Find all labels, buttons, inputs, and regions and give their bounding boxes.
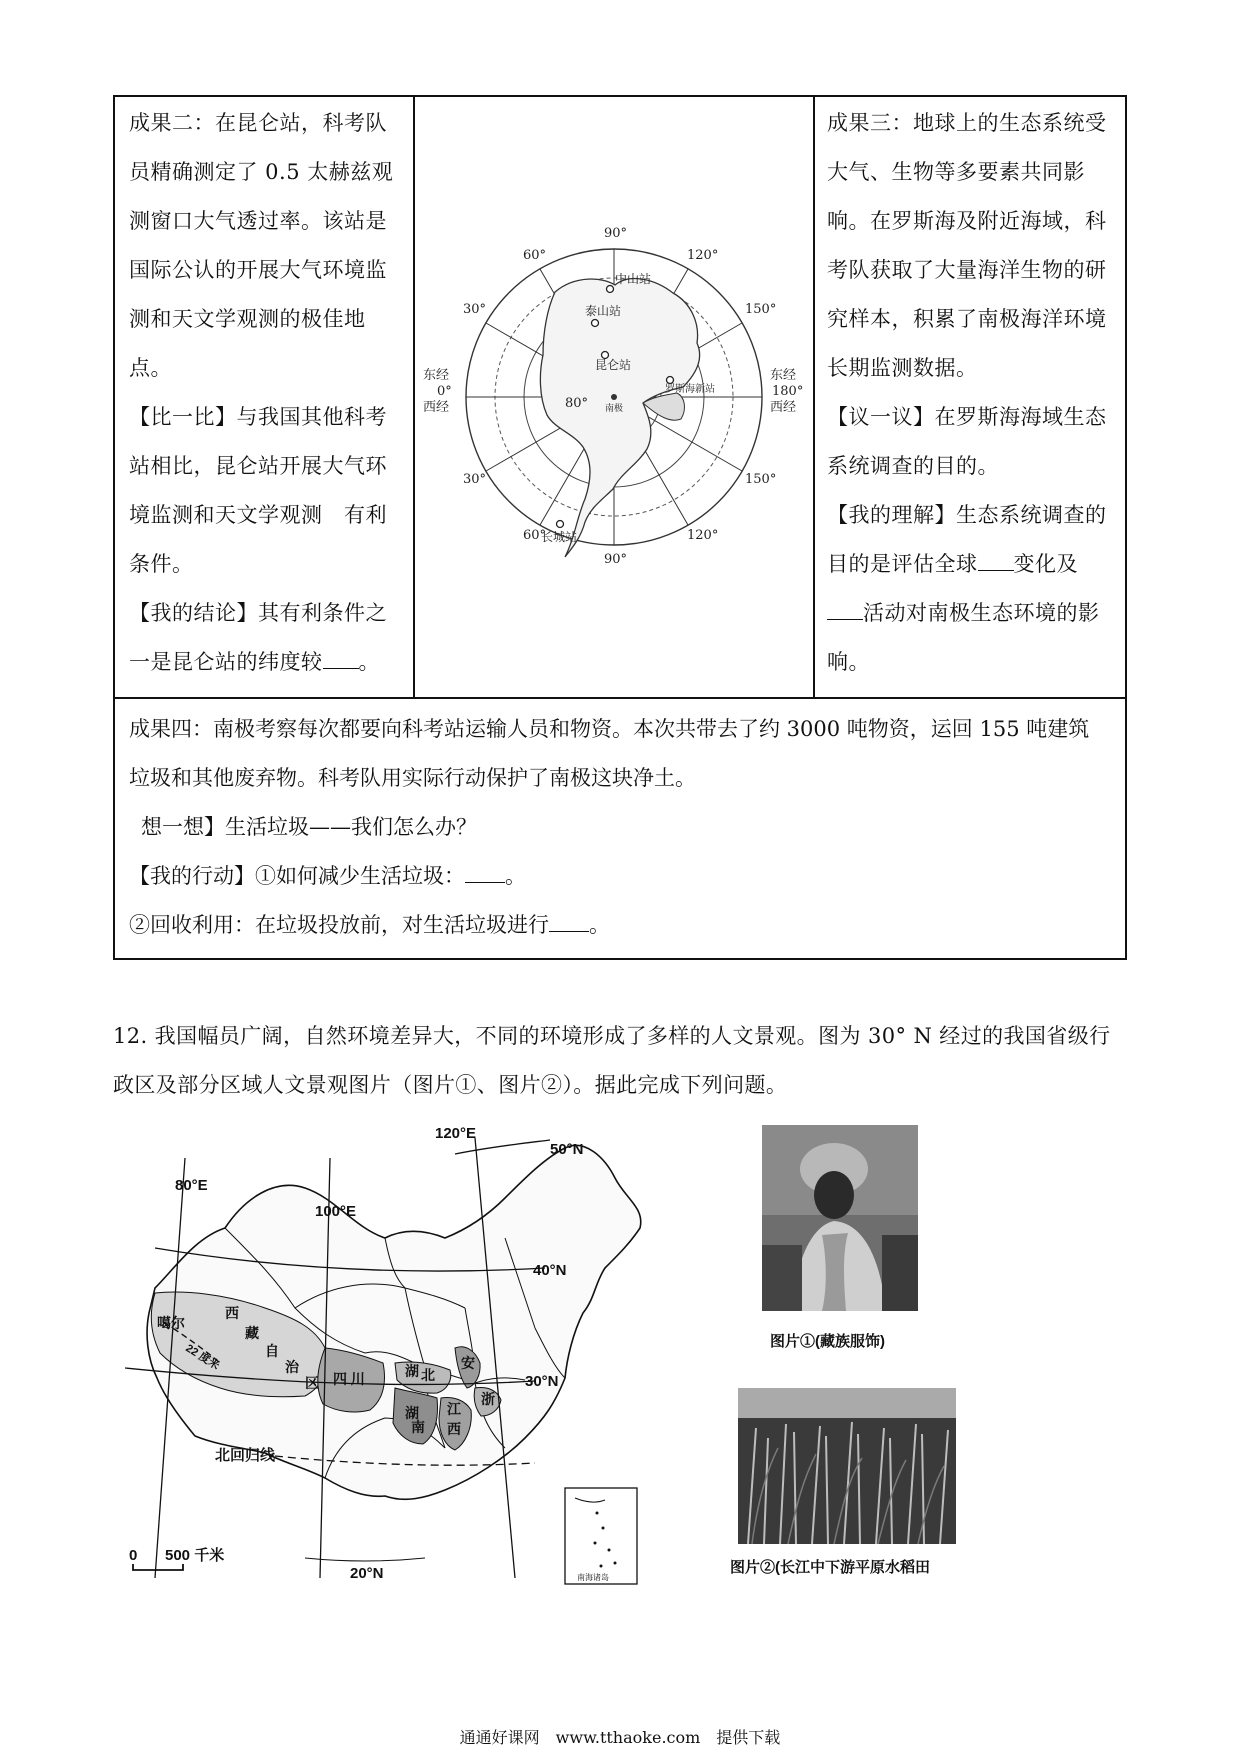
map-label-30-bottom: 30°: [463, 472, 487, 487]
province-label: 浙: [481, 1391, 495, 1407]
lat-label-50n: 50°N: [550, 1141, 584, 1158]
photo-rice-paddy: [738, 1388, 956, 1544]
question-line: 政区及部分区域人文景观图片（图片①、图片②）。据此完成下列问题。: [113, 1073, 788, 1097]
map-label-120-bottom: 120°: [687, 528, 719, 543]
result-two-line: 境监测和天文学观测 有利: [129, 503, 387, 527]
result-three-line: 长期监测数据。: [827, 356, 978, 380]
tropic-label: 北回归线: [215, 1447, 276, 1464]
map-right-east: 东经: [770, 368, 797, 383]
inset-label: 南海诸岛: [577, 1573, 609, 1582]
lon-label-120e: 120°E: [435, 1125, 477, 1142]
result-two-line: 员精确测定了 0.5 太赫兹观: [129, 160, 394, 184]
station-taishan: 泰山站: [585, 304, 622, 318]
result-four-line: 想一想】生活垃圾——我们怎么办？: [141, 815, 477, 839]
result-two-line: 测和天文学观测的极佳地: [129, 307, 366, 331]
province-label: 四 川: [333, 1371, 365, 1387]
result-three-line: 【我的理解】生态系统调查的: [827, 503, 1107, 527]
map-label-150-bottom: 150°: [745, 472, 777, 487]
map-right-west: 西经: [770, 400, 797, 415]
result-two-line: 【我的结论】其有利条件之: [129, 601, 387, 625]
result-two-line: 站相比，昆仑站开展大气环: [129, 454, 387, 478]
parallel-50n: [455, 1140, 550, 1154]
province-label: 湖: [405, 1363, 419, 1379]
question-line: 12. 我国幅员广阔，自然环境差异大，不同的环境形成了多样的人文景观。图为 30° N 经过的我国省级行: [113, 1024, 1111, 1048]
result-three-line: 究样本，积累了南极海洋环境: [827, 307, 1107, 331]
result-three-cell: [827, 99, 1117, 687]
province-label: 安: [461, 1355, 475, 1371]
province-label: 湖: [405, 1405, 419, 1421]
scale-label: 500 千米: [165, 1547, 225, 1564]
province-label: 自: [265, 1343, 279, 1359]
answer-blank[interactable]: [465, 862, 505, 883]
map-label-30-top: 30°: [463, 302, 487, 317]
answer-blank[interactable]: [827, 599, 863, 620]
map-right-180: 180°: [772, 384, 804, 399]
lon-label-80e: 80°E: [175, 1177, 208, 1194]
parallel-20n: [305, 1558, 425, 1561]
photo2-caption: 图片②(长江中下游平原水稻田: [730, 1559, 930, 1576]
result-three-line: 响。: [827, 650, 870, 674]
china-map: [125, 1118, 715, 1588]
result-two-line: 【比一比】与我国其他科考: [129, 405, 387, 429]
table-divider-2: [813, 97, 815, 697]
map-label-60-bottom: 60°: [523, 528, 547, 543]
result-two-cell: [129, 99, 409, 687]
province-label: 南: [411, 1419, 425, 1435]
lat-label-40n: 40°N: [533, 1262, 567, 1279]
province-label: 江: [447, 1401, 461, 1417]
answer-blank[interactable]: [323, 648, 359, 669]
result-three-line: 系统调查的目的。: [827, 454, 999, 478]
lat-label-30n: 30°N: [525, 1373, 559, 1390]
province-label: 藏: [245, 1325, 259, 1341]
map-label-120-top: 120°: [687, 248, 719, 263]
province-label: 西: [447, 1421, 461, 1437]
result-three-line: 目的是评估全球 变化及: [827, 552, 1078, 576]
station-great-wall: 长城站: [541, 530, 578, 544]
result-two-line: 国际公认的开展大气环境监: [129, 258, 387, 282]
result-four-line: ②回收利用：在垃圾投放前，对生活垃圾进行 。: [129, 913, 610, 937]
map-label-90-top: 90°: [604, 226, 628, 241]
station-kunlun: 昆仑站: [595, 358, 632, 372]
result-two-line: 成果二：在昆仑站，科考队: [129, 111, 387, 135]
result-three-line: 考队获取了大量海洋生物的研: [827, 258, 1107, 282]
map-inner-lat: 80°: [565, 396, 589, 411]
province-label: 噶尔: [157, 1315, 185, 1331]
lat-label-20n: 20°N: [350, 1565, 384, 1582]
result-three-line: 大气、生物等多要素共同影: [827, 160, 1085, 184]
result-three-line: 响。在罗斯海及附近海域，科: [827, 209, 1107, 233]
result-four-line: 垃圾和其他废弃物。科考队用实际行动保护了南极这块净土。: [129, 766, 696, 790]
result-four-line: 成果四：南极考察每次都要向科考站运输人员和物资。本次共带去了约 3000 吨物资，运回 155 吨建筑: [129, 717, 1090, 741]
province-label: 区: [305, 1375, 319, 1391]
result-two-line: 点。: [129, 356, 172, 380]
lon-label-100e: 100°E: [315, 1203, 357, 1220]
map-label-60-top: 60°: [523, 248, 547, 263]
map-label-150-top: 150°: [745, 302, 777, 317]
answer-blank[interactable]: [978, 550, 1014, 571]
result-four-cell: [129, 705, 1114, 950]
table-row-divider: [115, 697, 1125, 699]
station-zhongshan: 中山站: [615, 272, 652, 286]
province-label: 北: [421, 1367, 435, 1383]
station-ross-sea: 罗斯海新站: [665, 384, 715, 395]
answer-blank[interactable]: [549, 911, 589, 932]
map-pole-label: 南极: [605, 404, 624, 414]
page-footer: 通通好课网 www.tthaoke.com 提供下载: [459, 1728, 781, 1747]
map-label-90-bottom: 90°: [604, 552, 628, 567]
result-three-line: 【议一议】在罗斯海海域生态: [827, 405, 1107, 429]
result-two-line: 测窗口大气透过率。该站是: [129, 209, 387, 233]
result-three-line: 成果三：地球上的生态系统受: [827, 111, 1107, 135]
province-label: 治: [285, 1359, 299, 1375]
map-left-east: 东经: [423, 368, 450, 383]
results-table: [113, 95, 1127, 960]
result-four-line: 【我的行动】①如何减少生活垃圾： 。: [129, 864, 526, 888]
result-two-line: 条件。: [129, 552, 194, 576]
map-left-west: 西经: [423, 400, 450, 415]
scale-bar: [133, 1564, 183, 1570]
result-three-line: 活动对南极生态环境的影: [827, 589, 1117, 638]
province-label: 西: [225, 1305, 239, 1321]
photo-tibetan-costume: [762, 1125, 918, 1311]
result-two-last-line: 一是昆仑站的纬度较 。: [129, 650, 380, 674]
photo1-caption: 图片①(藏族服饰): [770, 1333, 885, 1350]
distance-label: 22 度米: [183, 1342, 222, 1373]
south-china-sea-inset: [565, 1488, 637, 1584]
map-left-zero: 0°: [437, 384, 452, 399]
antarctic-map: [415, 97, 813, 697]
scale-zero: 0: [129, 1547, 138, 1564]
question-12: [113, 1012, 1123, 1110]
